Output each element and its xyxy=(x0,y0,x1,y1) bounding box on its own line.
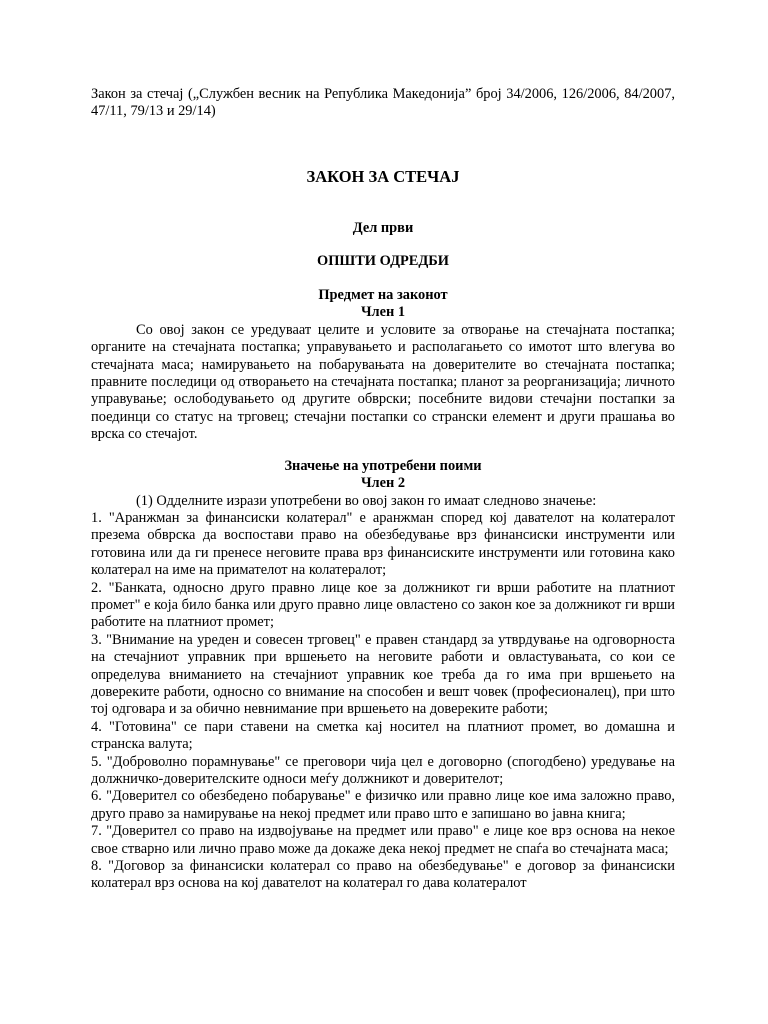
spacer xyxy=(91,444,675,458)
document-page xyxy=(91,86,675,893)
list-item: 7. "Доверител со право на издвојување на предмет или право" е лице кое врз основа на некое свое стварно или лично право може да докаже дека некој предмет не спаѓа во стечајната маса; xyxy=(91,823,675,857)
article-1-subject: Предмет на законот xyxy=(318,287,448,304)
article-2-subject: Значење на употребени поими xyxy=(284,457,482,474)
list-item: 6. "Доверител со обезбедено побарување" е физичко или правно лице кое има заложно право, друго право за намирување на некој предмет или право што е запишано во јавна книга; xyxy=(91,788,675,822)
article-1-text: Со овој закон се уредуваат целите и условите за отворање на стечајната постапка; органите на стечајната постапка; управувањето и располагањето со имотот што влегува во стечајната маса; намирувањето на побарувањата на доверителите во стечајната постапка; правните последици од отворањето на стечајната постапка; планот за реорганизација; личното управување; ослободувањето од другите обврски; посебните видови стечајни постапки за поединци со статус на трговец; стечајни постапки со странски елемент и други прашања во врска со стечајот. xyxy=(91,321,675,443)
article-1-number: Член 1 xyxy=(360,304,406,321)
list-item: 8. "Договор за финансиски колатерал со право на обезбедување" е договор за финансиски колатерал врз основа на кој давателот на колатерал го дава колатералот xyxy=(91,858,675,892)
article-2-number: Член 2 xyxy=(360,475,406,492)
article-2-intro: (1) Одделните изрази употребени во овој закон го имаат следново значење: xyxy=(136,492,597,509)
part-heading: Дел први xyxy=(352,220,414,237)
law-title: ЗАКОН ЗА СТЕЧАЈ xyxy=(306,166,460,186)
section-heading: ОПШТИ ОДРЕДБИ xyxy=(317,252,449,269)
list-item: 2. "Банката, односно друго правно лице кое за должникот ги врши работите на платниот промет" е која било банка или друго правно лице овластено со закон кое за должникот ги врши работите на платниот промет; xyxy=(91,579,675,631)
list-item: 3. "Внимание на уреден и совесен трговец" е правен стандард за утврдување на одговорноста на стечајниот управник при вршењето на неговите работи и овластувањата, со кои се определува вниманието на стечајниот управник кое треба да го има при вршењето на довереките работи, односно со внимание на способен и вешт човек (професионалец), при што тој одговара и за обично невнимание при вршењето на довереките работи; xyxy=(91,631,675,718)
definitions-list xyxy=(91,510,675,893)
law-reference: Закон за стечај („Службен весник на Република Македонија” број 34/2006, 126/2006, 84/2007, 47/11, 79/13 и 29/14) xyxy=(91,86,675,120)
list-item: 5. "Доброволно порамнување" се преговори чија цел е договорно (спогодбено) уредување на должничко-доверителските односи меѓу должникот и доверителот; xyxy=(91,753,675,787)
list-item: 4. "Готовина" се пари ставени на сметка кај носител на платниот промет, во домашна и странска валута; xyxy=(91,718,675,753)
list-item: 1. "Аранжман за финансиски колатерал" е аранжман според кој давателот на колатералот презема обврска да воспостави право на обезбедување врз финансиски инструменти или готовина или да ги пренесе неговите права врз финансиските инструменти или готовина како колатерал на име на примателот на колатералот; xyxy=(91,509,675,579)
